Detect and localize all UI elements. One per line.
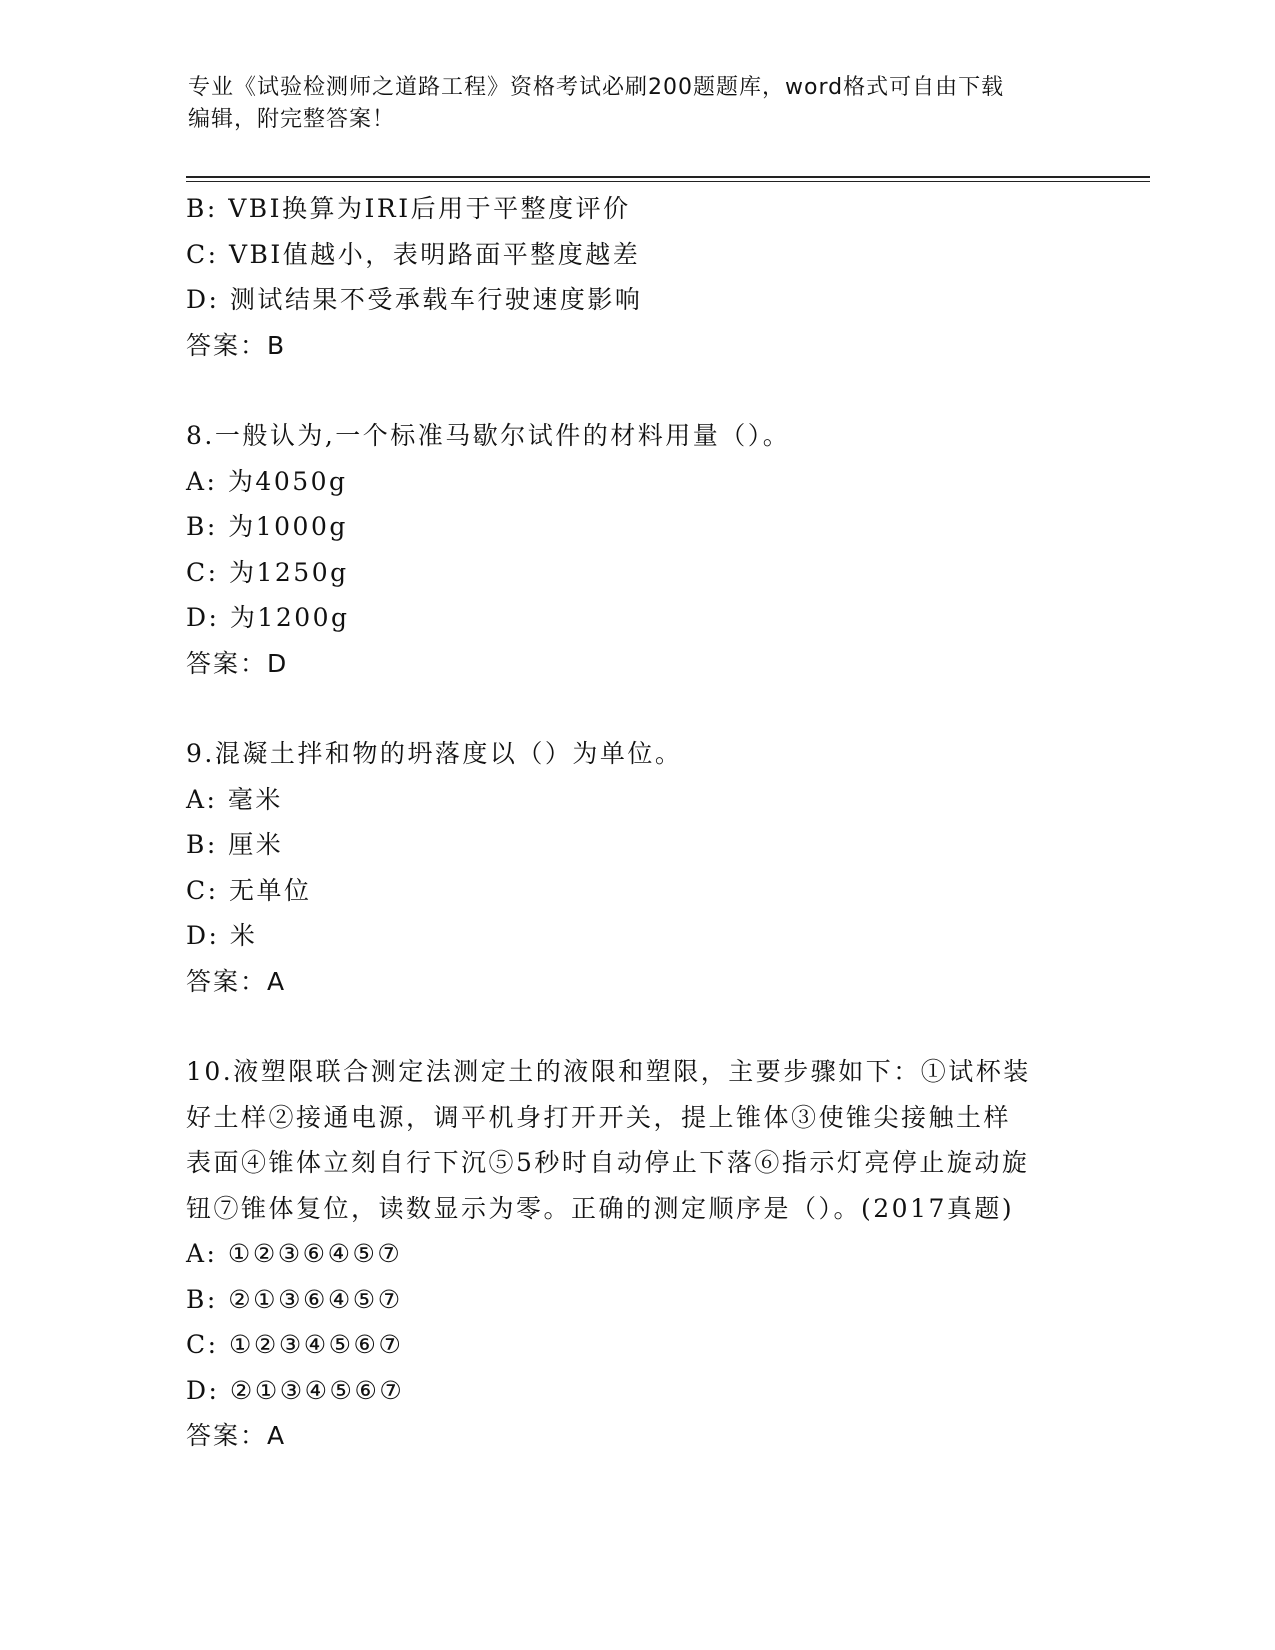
option-b: B: 厘米 [186, 830, 284, 859]
option-d: D: ②①③④⑤⑥⑦ [186, 1375, 405, 1405]
question-stem-line-4: 钮⑦锥体复位，读数显示为零。正确的测定顺序是（）。(2017真题) [186, 1193, 1015, 1223]
question-stem-line-1: 10.液塑限联合测定法测定土的液限和塑限，主要步骤如下：①试杯装 [186, 1057, 1031, 1086]
question-stem: 9.混凝土拌和物的坍落度以（）为单位。 [186, 739, 683, 768]
question-stem: 8.一般认为,一个标准马歇尔试件的材料用量（）。 [186, 421, 791, 450]
question-stem-line-2: 好土样②接通电源，调平机身打开开关，提上锥体③使锥尖接触土样 [186, 1102, 1012, 1132]
option-a: A: 毫米 [186, 784, 283, 814]
answer-line: 答案：D [186, 648, 289, 678]
answer-line: 答案：A [186, 1421, 287, 1450]
option-a: A: ①②③⑥④⑤⑦ [186, 1239, 403, 1268]
answer-line: 答案：A [186, 966, 287, 996]
question-10 [186, 1049, 1086, 1459]
header-title-line-2: 编辑，附完整答案！ [188, 107, 396, 132]
option-c: C: ①②③④⑤⑥⑦ [186, 1330, 404, 1359]
option-c: C: 为1250g [186, 557, 349, 587]
header-divider-thin [186, 181, 1150, 182]
option-a: A: 为4050g [186, 466, 348, 496]
question-7-tail [186, 186, 1086, 368]
document-header [188, 72, 1088, 136]
option-c: C: 无单位 [186, 875, 312, 905]
option-d: D: 为1200g [186, 603, 350, 632]
header-divider-thick [186, 176, 1150, 178]
option-b: B: VBI换算为IRI后用于平整度评价 [186, 194, 631, 223]
option-b: B: 为1000g [186, 512, 348, 541]
header-title-line-1: 专业《试验检测师之道路工程》资格考试必刷200题题库，word格式可自由下载 [188, 75, 1005, 100]
question-stem-line-3: 表面④锥体立刻自行下沉⑤5秒时自动停止下落⑥指示灯亮停止旋动旋 [186, 1148, 1030, 1177]
option-c: C: VBI值越小，表明路面平整度越差 [186, 239, 641, 269]
question-8 [186, 413, 1086, 686]
answer-line: 答案：B [186, 330, 287, 360]
question-list [186, 186, 1086, 1459]
question-9 [186, 731, 1086, 1004]
option-d: D: 测试结果不受承载车行驶速度影响 [186, 285, 643, 314]
option-d: D: 米 [186, 921, 258, 950]
option-b: B: ②①③⑥④⑤⑦ [186, 1284, 403, 1314]
